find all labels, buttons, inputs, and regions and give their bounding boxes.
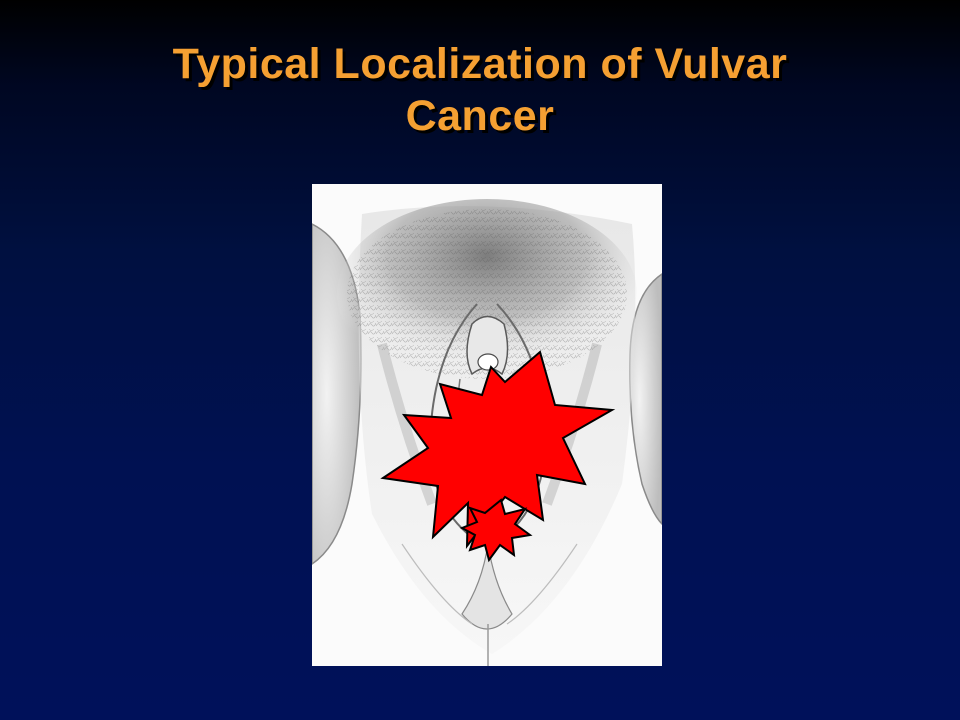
- anatomical-illustration: [312, 184, 662, 666]
- title-line-1: Typical Localization of Vulvar: [172, 40, 788, 88]
- anatomical-drawing: [312, 184, 662, 666]
- clitoris: [478, 354, 498, 370]
- slide-title: [0, 38, 960, 142]
- title-line-2: Cancer: [405, 92, 555, 140]
